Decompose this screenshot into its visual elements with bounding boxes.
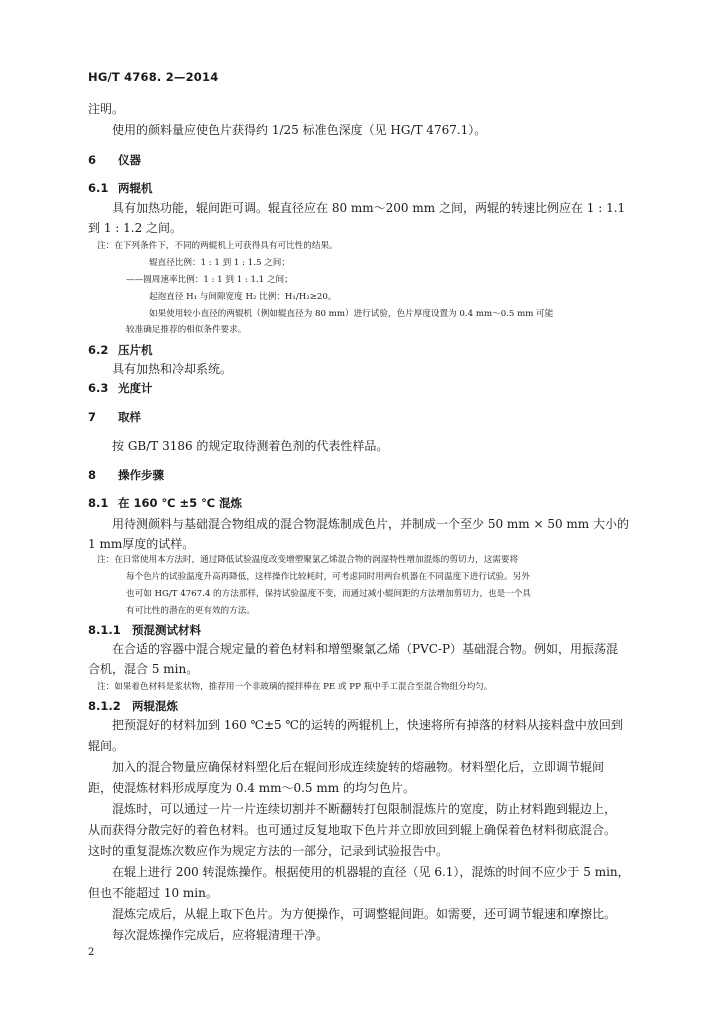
page-number: 2 — [88, 947, 95, 958]
section-heading-6-1 — [88, 180, 153, 196]
heading-title: 压片机 — [118, 343, 153, 357]
section-heading-8 — [88, 467, 164, 483]
paragraph-line: 加入的混合物量应确保材料塑化后在辊间形成连续旋转的熔融物。材料塑化后，立即调节辊间 — [112, 760, 605, 774]
heading-number: 8.1.2 — [88, 699, 121, 713]
note-line: 注：在下列条件下，不同的两辊机上可获得具有可比性的结果。 — [97, 241, 338, 251]
heading-title: 光度计 — [118, 381, 153, 395]
paragraph-line: 距，使混炼材料形成厚度为 0.4 mm～0.5 mm 的均匀色片。 — [88, 781, 415, 795]
standard-number-header: HG/T 4768. 2—2014 — [88, 70, 219, 84]
heading-number: 8 — [88, 468, 97, 482]
paragraph-line: 注明。 — [88, 102, 125, 116]
paragraph-line: 从而获得分散完好的着色材料。也可通过反复地取下色片并立即放回到辊上确保着色材料彻底混合。 — [88, 823, 617, 837]
heading-title: 操作步骤 — [118, 468, 164, 482]
heading-title: 两辊机 — [118, 181, 153, 195]
paragraph-line: 使用的颜料量应使色片获得约 1/25 标准色深度（见 HG/T 4767.1）。 — [112, 123, 487, 137]
paragraph-line: 在辊上进行 200 转混炼操作。根据使用的机器辊的直径（见 6.1），混炼的时间不应少于 5 min， — [112, 865, 630, 879]
paragraph-line: 这时的重复混炼次数应作为规定方法的一部分，记录到试验报告中。 — [88, 844, 449, 858]
note-line: 起泡直径 H₁ 与间隙宽度 H₂ 比例：H₁/H₂≥20。 — [149, 292, 337, 302]
paragraph-line: 混炼完成后，从辊上取下色片。为方便操作，可调整辊间距。如需要，还可调节辊速和摩擦比。 — [112, 907, 617, 921]
paragraph-line: 每次混炼操作完成后，应将辊清理干净。 — [112, 928, 329, 942]
heading-number: 6.3 — [88, 381, 109, 395]
paragraph-line: 到 1 : 1.2 之间。 — [88, 221, 183, 235]
paragraph-line: 合机，混合 5 min。 — [88, 662, 199, 676]
heading-number: 7 — [88, 410, 97, 424]
heading-title: 取样 — [118, 410, 141, 424]
heading-number: 6 — [88, 153, 97, 167]
note-line: 每个色片的试验温度升高再降低，这样操作比较耗时，可考虑同时用两台机器在不同温度下进行试验。另外 — [126, 572, 530, 582]
paragraph-line: 具有加热和冷却系统。 — [112, 362, 233, 376]
paragraph-line: 具有加热功能，辊间距可调。辊直径应在 80 mm～200 mm 之间，两辊的转速比例应在 1 : 1.1 — [112, 201, 626, 215]
heading-title: 仪器 — [118, 153, 141, 167]
heading-title: 两辊混炼 — [132, 699, 178, 713]
section-heading-6-2 — [88, 342, 153, 358]
heading-number: 8.1 — [88, 496, 109, 510]
paragraph-line: 辊间。 — [88, 739, 125, 753]
section-heading-6-3 — [88, 380, 153, 396]
heading-title: 预混测试材料 — [132, 623, 201, 637]
paragraph-line: 1 mm厚度的试样。 — [88, 537, 195, 551]
paragraph-line: 用待测颜料与基础混合物组成的混合物混炼制成色片，并制成一个至少 50 mm × 50 mm 大小的 — [112, 517, 629, 531]
note-line: 有可比性的潜在的更有效的方法。 — [126, 606, 255, 616]
section-heading-6 — [88, 152, 141, 168]
section-heading-8-1-2 — [88, 698, 178, 714]
note-line: 注：如果着色材料是浆状物，推荐用一个非玻璃的搅拌棒在 PE 或 PP 瓶中手工混合至混合物组分均匀。 — [97, 682, 493, 692]
note-line: 如果使用较小直径的两辊机（例如辊直径为 80 mm）进行试验，色片厚度设置为 0.4 mm～0.5 mm 可能 — [149, 309, 554, 319]
note-line: ——圆周速率比例：1 : 1 到 1 : 1.1 之间； — [126, 275, 293, 285]
note-line: 较准确足推荐的相似条件要求。 — [126, 325, 247, 335]
paragraph-line: 但也不能超过 10 min。 — [88, 886, 218, 900]
paragraph-line: 把预混好的材料加到 160 ℃±5 ℃的运转的两辊机上，快速将所有掉落的材料从接料盘中放回到 — [112, 718, 623, 732]
section-heading-7 — [88, 409, 141, 425]
paragraph-line: 混炼时，可以通过一片一片连续切割并不断翻转打包限制混炼片的宽度，防止材料跑到辊边上， — [112, 802, 617, 816]
note-line: 也可如 HG/T 4767.4 的方法那样，保持试验温度不变，而通过减小辊间距的方法增加剪切力，也是一个具 — [126, 589, 532, 599]
section-heading-8-1 — [88, 495, 242, 511]
paragraph-line: 按 GB/T 3186 的规定取待测着色剂的代表性样品。 — [112, 439, 389, 453]
heading-number: 8.1.1 — [88, 623, 121, 637]
note-line: 注：在日常使用本方法时，通过降低试验温度改变增塑聚氯乙烯混合物的润湿特性增加混炼的剪切力，这需要将 — [97, 555, 519, 565]
note-line: 辊直径比例：1 : 1 到 1 : 1.5 之间； — [149, 258, 290, 268]
heading-title: 在 160 ℃ ±5 ℃ 混炼 — [118, 496, 243, 510]
heading-number: 6.1 — [88, 181, 109, 195]
paragraph-line: 在合适的容器中混合规定量的着色材料和增塑聚氯乙烯（PVC-P）基础混合物。例如，用振荡混 — [112, 642, 619, 656]
section-heading-8-1-1 — [88, 622, 201, 638]
heading-number: 6.2 — [88, 343, 109, 357]
